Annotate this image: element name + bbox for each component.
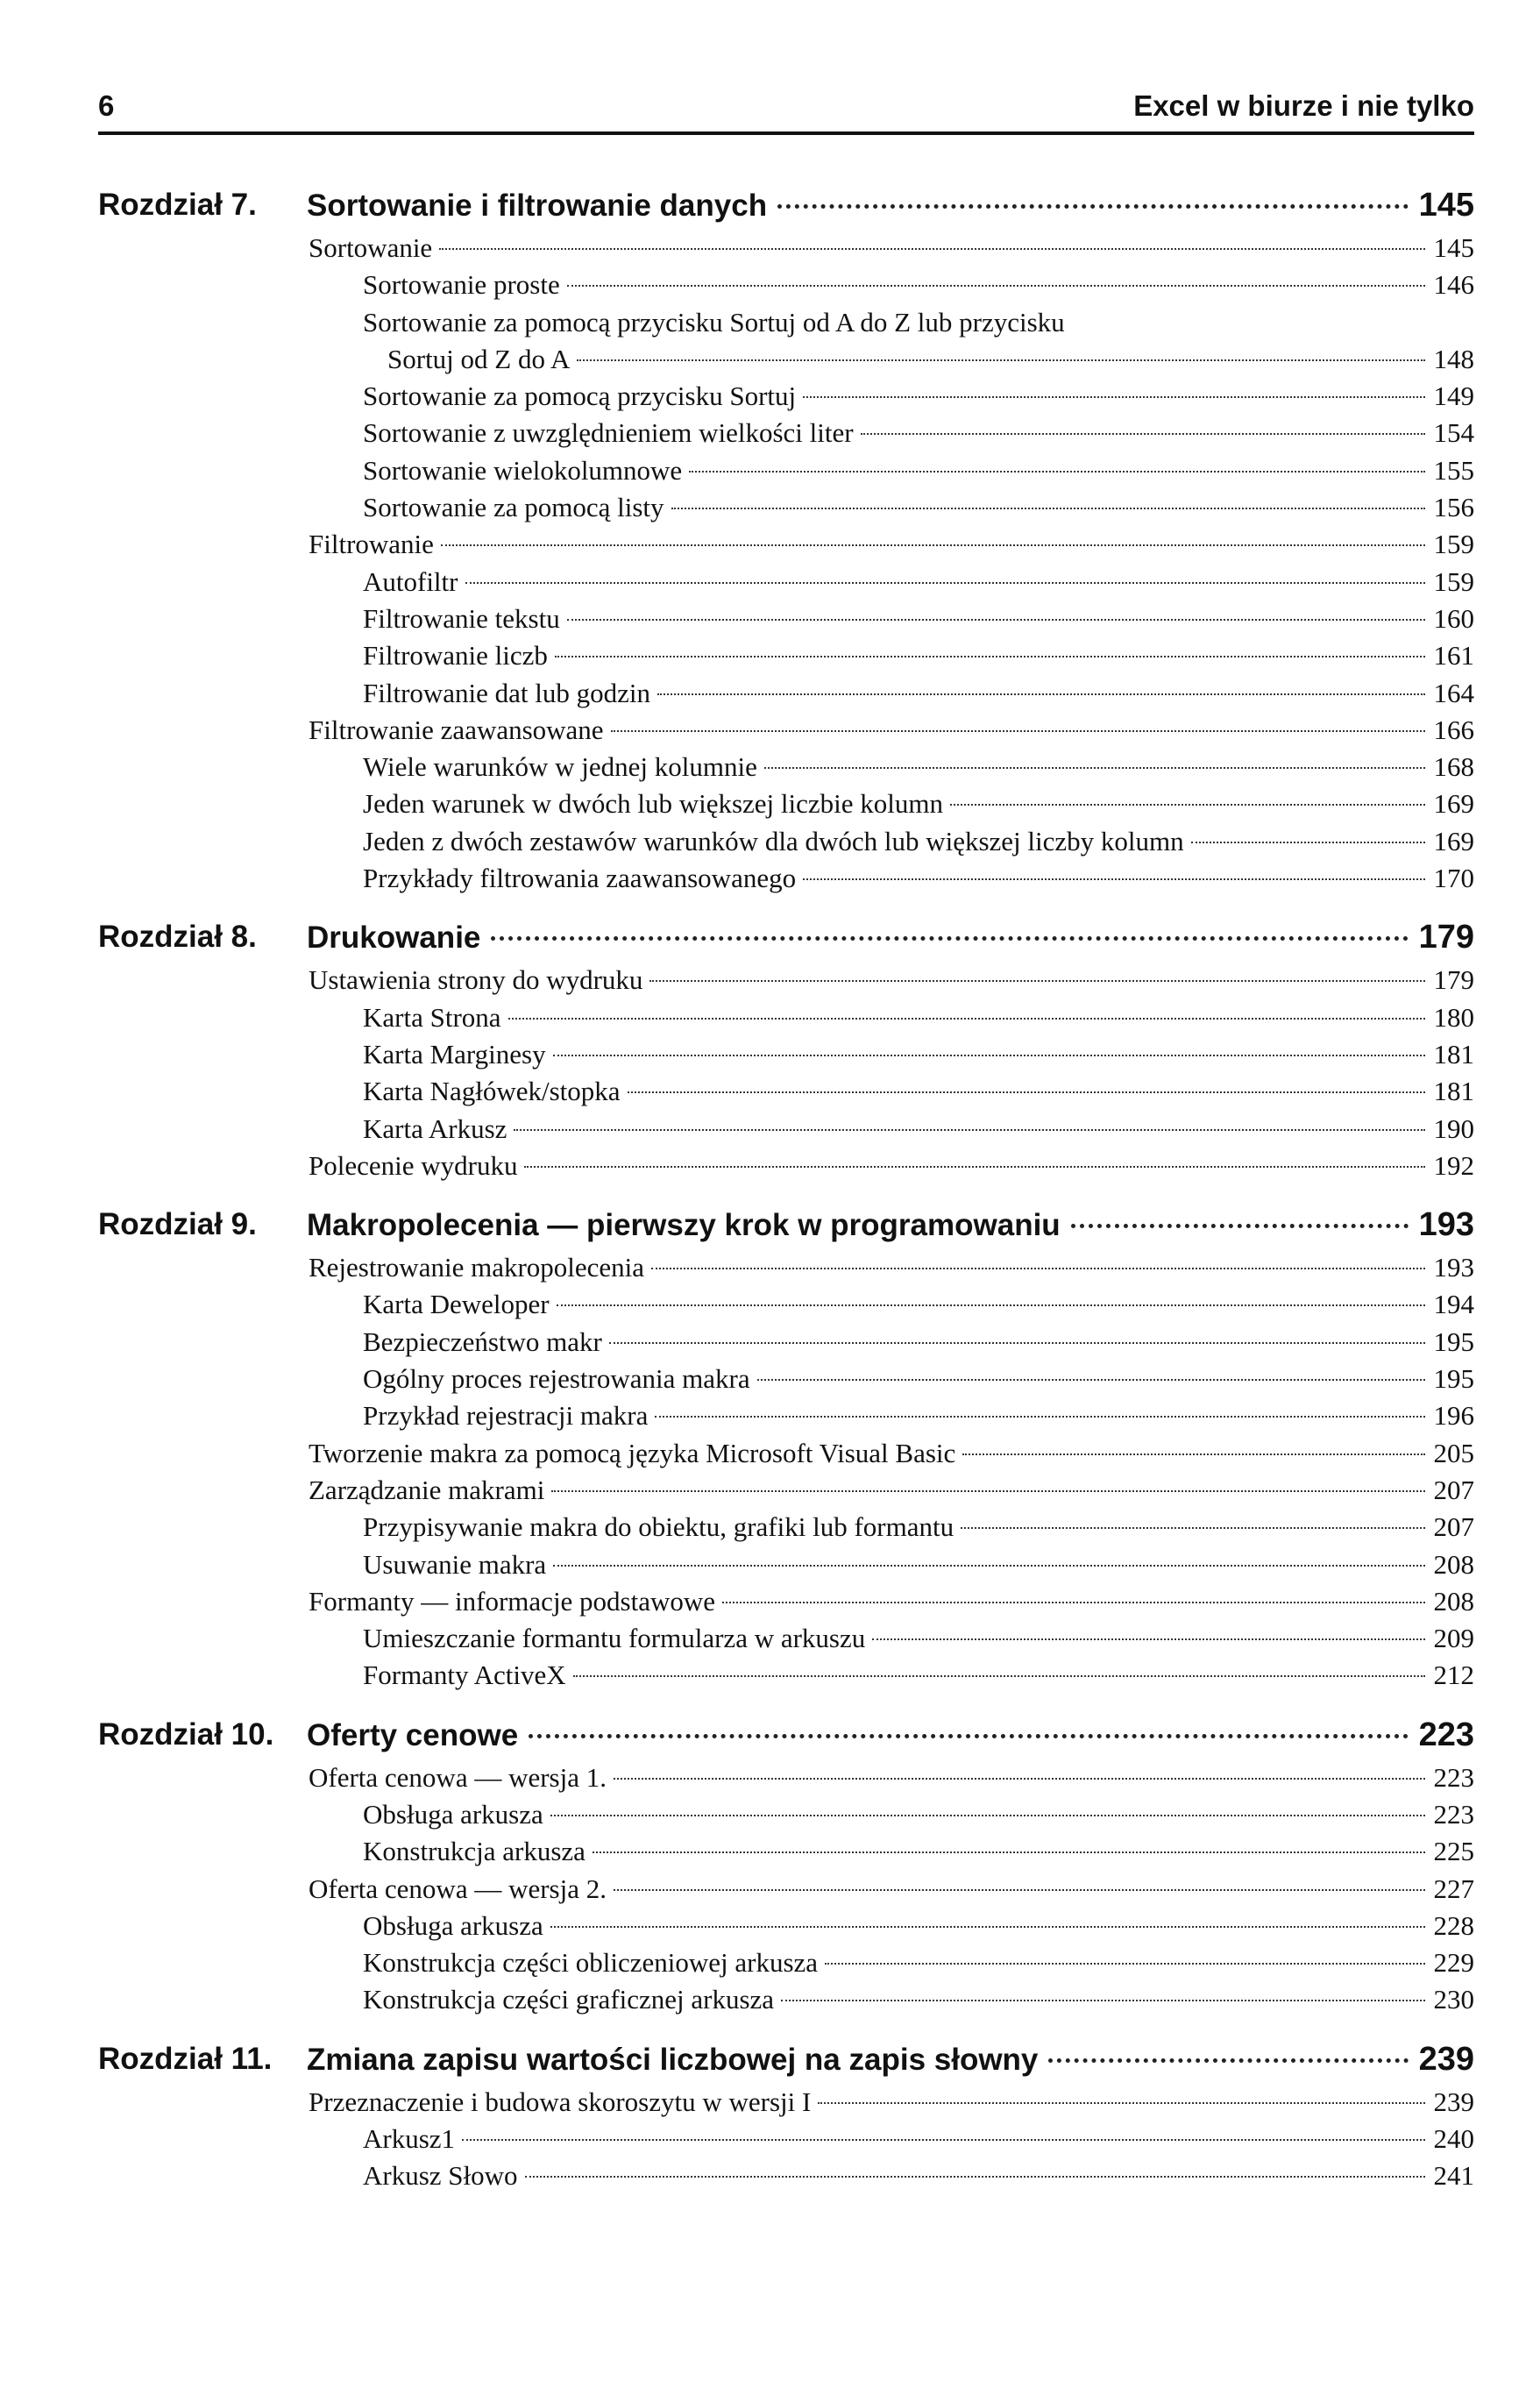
- chapter-page-number: 179: [1418, 919, 1474, 956]
- toc-entry[interactable]: [363, 860, 1474, 897]
- toc-entry-page: 223: [1433, 1761, 1474, 1793]
- chapter-page-number: 223: [1418, 1716, 1474, 1753]
- toc-entry[interactable]: [309, 1583, 1474, 1620]
- toc-entry-title: Sortowanie wielokolumnowe: [363, 454, 683, 486]
- page-number: 6: [98, 89, 115, 122]
- chapter-label: Rozdział 11.: [98, 2041, 273, 2076]
- dot-leader: [825, 1963, 1424, 1965]
- toc-entry[interactable]: [363, 1286, 1474, 1323]
- dot-leader: [524, 1166, 1424, 1168]
- chapter-heading[interactable]: [98, 913, 1474, 962]
- chapter-gap: [98, 2019, 1474, 2035]
- toc-entry[interactable]: [309, 230, 1474, 267]
- toc-entry-title: Karta Strona: [363, 1001, 501, 1033]
- toc-entry-title: Filtrowanie zaawansowane: [309, 714, 604, 745]
- toc-entry[interactable]: [363, 2157, 1474, 2194]
- toc-entry-title: Przypisywanie makra do obiektu, grafiki lub formantu: [363, 1511, 955, 1543]
- toc-entry[interactable]: [309, 1871, 1474, 1908]
- toc-entry-title: Przykłady filtrowania zaawansowanego: [363, 863, 797, 894]
- chapter-title: Oferty cenowe: [307, 1717, 519, 1752]
- toc-entry-page: 227: [1433, 1873, 1474, 1904]
- toc-entry[interactable]: [363, 675, 1474, 712]
- toc-entry[interactable]: [363, 2121, 1474, 2157]
- dot-leader: [508, 1018, 1425, 1020]
- toc-entry-title: Sortowanie za pomocą listy: [363, 492, 664, 523]
- chapter-label: Rozdział 9.: [98, 1207, 257, 1242]
- dot-leader: [757, 1379, 1425, 1381]
- toc-entry[interactable]: [387, 341, 1474, 378]
- toc-entry[interactable]: [363, 267, 1474, 303]
- toc-entry-page: 230: [1433, 1984, 1474, 2015]
- toc-entry-title: Arkusz Słowo: [363, 2160, 518, 2192]
- chapter-heading[interactable]: [98, 2035, 1474, 2084]
- dot-leader: [655, 1416, 1424, 1418]
- toc-entry-page: 195: [1433, 1363, 1474, 1395]
- toc-entry-page: 181: [1433, 1076, 1474, 1107]
- dot-leader: [441, 544, 1425, 546]
- dot-leader: [872, 1638, 1424, 1640]
- chapter-block: [98, 1710, 1474, 2019]
- dot-leader: [649, 980, 1424, 982]
- chapter-label: Rozdział 8.: [98, 920, 257, 955]
- dot-leader: [818, 2102, 1424, 2104]
- toc-entry-title: Karta Marginesy: [363, 1038, 546, 1070]
- toc-entry-page: 169: [1433, 788, 1474, 820]
- toc-entry-title: Sortowanie proste: [363, 269, 560, 301]
- toc-entry-title: Formanty — informacje podstawowe: [309, 1585, 716, 1617]
- toc-entry-page: 212: [1433, 1660, 1474, 1691]
- dot-leader: [557, 1304, 1425, 1306]
- toc-entry[interactable]: [363, 304, 1474, 341]
- toc-entry[interactable]: [363, 1361, 1474, 1397]
- chapter-title: Drukowanie: [307, 920, 481, 956]
- dot-leader: [550, 1926, 1425, 1928]
- toc-entry-title: Sortuj od Z do A: [387, 343, 571, 374]
- dot-leader: [961, 1527, 1424, 1529]
- dot-leader: [525, 2176, 1425, 2178]
- dot-leader: [671, 508, 1425, 509]
- toc-entry[interactable]: [363, 785, 1474, 822]
- toc-entry-title: Filtrowanie: [309, 529, 434, 560]
- dot-leader: [567, 285, 1425, 287]
- chapter-block: [98, 913, 1474, 1184]
- toc-entry-page: 149: [1433, 380, 1474, 412]
- chapter-title: Sortowanie i filtrowanie danych: [307, 188, 768, 223]
- dot-leader: [628, 1091, 1425, 1093]
- toc-entry-title: Jeden z dwóch zestawów warunków dla dwóch lub większej liczby kolumn: [363, 825, 1184, 856]
- toc-entry-title: Wiele warunków w jednej kolumnie: [363, 751, 757, 783]
- toc-entry-page: 190: [1433, 1112, 1474, 1144]
- toc-entry-page: 194: [1433, 1289, 1474, 1320]
- toc-entry-page: 239: [1433, 2086, 1474, 2117]
- toc-entry-title: Polecenie wydruku: [309, 1149, 518, 1181]
- toc-entry-page: 159: [1433, 565, 1474, 597]
- toc-entry[interactable]: [363, 1833, 1474, 1870]
- toc-entry-title: Przeznaczenie i budowa skoroszytu w wersji I: [309, 2086, 812, 2117]
- dot-leader: [514, 1129, 1424, 1131]
- chapter-title: Makropolecenia — pierwszy krok w programowaniu: [307, 1208, 1061, 1243]
- toc-entry[interactable]: [363, 1981, 1474, 2018]
- dot-leader: [777, 204, 1409, 209]
- toc-entry[interactable]: [363, 1546, 1474, 1583]
- toc-entry-title: Bezpieczeństwo makr: [363, 1325, 602, 1357]
- toc-entry[interactable]: [363, 1397, 1474, 1434]
- dot-leader: [577, 359, 1424, 361]
- chapter-page-number: 145: [1418, 187, 1474, 224]
- toc-entry-page: 181: [1433, 1038, 1474, 1070]
- chapter-title-row: [307, 1710, 1474, 1760]
- toc-entry-page: 192: [1433, 1149, 1474, 1181]
- toc-entry-page: 196: [1433, 1400, 1474, 1432]
- toc-entry-page: 228: [1433, 1909, 1474, 1941]
- toc-entry[interactable]: [363, 1657, 1474, 1694]
- toc-entry-page: 208: [1433, 1548, 1474, 1580]
- chapter-title-row: [307, 913, 1474, 963]
- toc-entry-page: 240: [1433, 2123, 1474, 2155]
- chapter-block: [98, 1200, 1474, 1695]
- dot-leader: [611, 730, 1425, 732]
- dot-leader: [1048, 2058, 1408, 2063]
- dot-leader: [529, 1734, 1408, 1738]
- toc-entry-title: Filtrowanie dat lub godzin: [363, 677, 651, 708]
- toc-entry[interactable]: [363, 1073, 1474, 1110]
- chapter-title-row: [307, 1200, 1474, 1250]
- toc-entry-title: Usuwanie makra: [363, 1548, 547, 1580]
- toc-entry[interactable]: [363, 637, 1474, 674]
- toc-entry-title: Karta Deweloper: [363, 1289, 550, 1320]
- toc-entry-page: 223: [1433, 1798, 1474, 1830]
- toc-entry-title: Filtrowanie liczb: [363, 640, 548, 672]
- toc-entry[interactable]: [309, 1472, 1474, 1509]
- chapter-title-row: [307, 2035, 1474, 2085]
- toc-entry-title: Obsługa arkusza: [363, 1909, 543, 1941]
- toc-entry-page: 168: [1433, 751, 1474, 783]
- toc-entry-page: 154: [1433, 417, 1474, 449]
- dot-leader: [555, 656, 1425, 657]
- chapter-block: [98, 2035, 1474, 2195]
- toc-entry-title: Jeden warunek w dwóch lub większej liczbie kolumn: [363, 788, 944, 820]
- toc-entry-page: 209: [1433, 1623, 1474, 1654]
- dot-leader: [861, 433, 1425, 435]
- toc-entry-page: 146: [1433, 269, 1474, 301]
- toc-entry[interactable]: [363, 749, 1474, 785]
- toc-entry-title: Konstrukcja części obliczeniowej arkusza: [363, 1947, 819, 1979]
- toc-entry-title: Ogólny proces rejestrowania makra: [363, 1363, 750, 1395]
- table-of-contents: [98, 181, 1474, 2195]
- toc-entry[interactable]: [363, 415, 1474, 451]
- toc-entry-title: Rejestrowanie makropolecenia: [309, 1252, 645, 1283]
- toc-entry[interactable]: [309, 962, 1474, 999]
- chapter-label: Rozdział 10.: [98, 1716, 274, 1752]
- dot-leader: [462, 2139, 1424, 2141]
- toc-entry-page: 225: [1433, 1836, 1474, 1867]
- dot-leader: [657, 693, 1424, 695]
- toc-entry-page: 156: [1433, 492, 1474, 523]
- toc-entry-page: 207: [1433, 1474, 1474, 1505]
- chapter-title-row: [307, 181, 1474, 231]
- toc-entry-title: Tworzenie makra za pomocą języka Microsoft Visual Basic: [309, 1437, 956, 1468]
- dot-leader: [950, 804, 1424, 806]
- chapter-heading[interactable]: [98, 1710, 1474, 1759]
- toc-entry[interactable]: [363, 452, 1474, 489]
- toc-entry-page: 148: [1433, 343, 1474, 374]
- toc-entry[interactable]: [363, 378, 1474, 415]
- dot-leader: [689, 471, 1424, 473]
- dot-leader: [553, 1055, 1425, 1056]
- toc-entry-page: 159: [1433, 529, 1474, 560]
- toc-entry-title: Filtrowanie tekstu: [363, 602, 560, 634]
- dot-leader: [491, 936, 1408, 941]
- dot-leader: [439, 248, 1424, 250]
- toc-entry-page: 155: [1433, 454, 1474, 486]
- toc-entry-title: Sortowanie: [309, 232, 433, 263]
- toc-entry-title: Sortowanie za pomocą przycisku Sortuj od A do Z lub przycisku: [363, 306, 1065, 338]
- toc-entry[interactable]: [309, 1759, 1474, 1796]
- toc-entry[interactable]: [363, 1036, 1474, 1073]
- toc-entry-page: 208: [1433, 1585, 1474, 1617]
- chapter-heading[interactable]: [98, 181, 1474, 230]
- toc-entry[interactable]: [363, 1944, 1474, 1981]
- toc-entry-page: 179: [1433, 964, 1474, 996]
- dot-leader: [1071, 1224, 1409, 1228]
- toc-entry[interactable]: [363, 823, 1474, 860]
- dot-leader: [551, 1490, 1424, 1492]
- toc-entry-page: 195: [1433, 1325, 1474, 1357]
- dot-leader: [962, 1453, 1424, 1455]
- toc-entry[interactable]: [309, 1148, 1474, 1184]
- book-title: Excel w biurze i nie tylko: [1133, 89, 1474, 122]
- toc-entry[interactable]: [309, 1249, 1474, 1286]
- toc-entry-page: 164: [1433, 677, 1474, 708]
- chapter-page-number: 239: [1418, 2040, 1474, 2078]
- toc-entry-page: 145: [1433, 232, 1474, 263]
- toc-entry[interactable]: [309, 712, 1474, 749]
- toc-entry-title: Sortowanie z uwzględnieniem wielkości liter: [363, 417, 854, 449]
- toc-entry[interactable]: [363, 1111, 1474, 1148]
- dot-leader: [593, 1851, 1425, 1853]
- toc-entry-page: 207: [1433, 1511, 1474, 1543]
- toc-entry-title: Obsługa arkusza: [363, 1798, 543, 1830]
- chapter-gap: [98, 1184, 1474, 1200]
- dot-leader: [614, 1889, 1425, 1891]
- dot-leader: [614, 1778, 1425, 1780]
- toc-entry-title: Karta Nagłówek/stopka: [363, 1076, 621, 1107]
- dot-leader: [651, 1268, 1424, 1269]
- dot-leader: [573, 1675, 1425, 1677]
- header-rule: [98, 131, 1474, 135]
- toc-entry-title: Konstrukcja części graficznej arkusza: [363, 1984, 775, 2015]
- toc-entry-page: 229: [1433, 1947, 1474, 1979]
- chapter-label: Rozdział 7.: [98, 188, 257, 222]
- dot-leader: [722, 1602, 1424, 1603]
- toc-entry[interactable]: [363, 1908, 1474, 1944]
- dot-leader: [1191, 842, 1425, 843]
- toc-entry[interactable]: [309, 1435, 1474, 1472]
- dot-leader: [803, 396, 1424, 398]
- dot-leader: [465, 582, 1425, 584]
- chapter-page-number: 193: [1418, 1206, 1474, 1244]
- toc-entry[interactable]: [363, 489, 1474, 526]
- toc-entry-title: Przykład rejestracji makra: [363, 1400, 649, 1432]
- dot-leader: [553, 1565, 1424, 1567]
- chapter-gap: [98, 1695, 1474, 1710]
- toc-entry-title: Zarządzanie makrami: [309, 1474, 545, 1505]
- dot-leader: [803, 878, 1424, 880]
- toc-entry-page: 205: [1433, 1437, 1474, 1468]
- toc-entry-title: Ustawienia strony do wydruku: [309, 964, 643, 996]
- dot-leader: [764, 767, 1425, 769]
- toc-entry-title: Konstrukcja arkusza: [363, 1836, 585, 1867]
- toc-entry[interactable]: [363, 601, 1474, 637]
- toc-entry-page: 166: [1433, 714, 1474, 745]
- toc-entry-page: 193: [1433, 1252, 1474, 1283]
- dot-leader: [550, 1815, 1425, 1816]
- chapter-gap: [98, 897, 1474, 913]
- toc-entry-title: Oferta cenowa — wersja 1.: [309, 1761, 607, 1793]
- toc-entry-page: 161: [1433, 640, 1474, 672]
- toc-entry[interactable]: [363, 1324, 1474, 1361]
- page-header: [98, 81, 1474, 131]
- toc-entry[interactable]: [363, 1796, 1474, 1833]
- toc-entry[interactable]: [309, 2084, 1474, 2121]
- dot-leader: [781, 2000, 1424, 2001]
- toc-entry-page: 160: [1433, 602, 1474, 634]
- chapter-heading[interactable]: [98, 1200, 1474, 1249]
- toc-entry[interactable]: [363, 1509, 1474, 1546]
- toc-entry[interactable]: [363, 564, 1474, 601]
- toc-entry-page: 180: [1433, 1001, 1474, 1033]
- toc-entry-page: 170: [1433, 863, 1474, 894]
- toc-entry-title: Karta Arkusz: [363, 1112, 507, 1144]
- toc-entry-title: Oferta cenowa — wersja 2.: [309, 1873, 607, 1904]
- toc-entry[interactable]: [363, 999, 1474, 1036]
- toc-entry-title: Autofiltr: [363, 565, 458, 597]
- toc-entry-page: 241: [1433, 2160, 1474, 2192]
- chapter-title: Zmiana zapisu wartości liczbowej na zapis słowny: [307, 2042, 1039, 2077]
- dot-leader: [567, 619, 1425, 621]
- chapter-block: [98, 181, 1474, 897]
- toc-entry-title: Formanty ActiveX: [363, 1660, 566, 1691]
- toc-entry-title: Umieszczanie formantu formularza w arkuszu: [363, 1623, 866, 1654]
- toc-entry-page: 169: [1433, 825, 1474, 856]
- toc-entry[interactable]: [309, 526, 1474, 563]
- toc-entry-title: Sortowanie za pomocą przycisku Sortuj: [363, 380, 797, 412]
- toc-entry-title: Arkusz1: [363, 2123, 456, 2155]
- dot-leader: [609, 1342, 1425, 1344]
- toc-entry[interactable]: [363, 1620, 1474, 1657]
